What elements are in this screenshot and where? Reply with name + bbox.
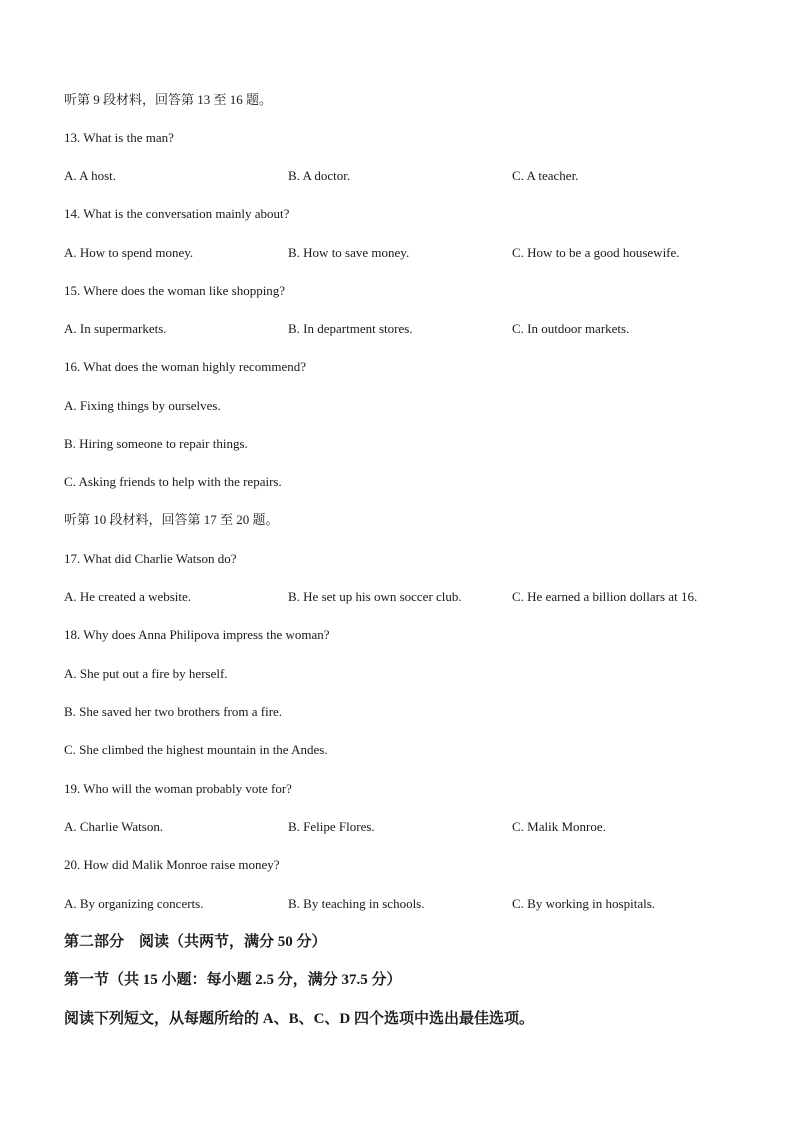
q13-option-c: C. A teacher. — [512, 168, 579, 183]
q19-option-b: B. Felipe Flores. — [288, 819, 375, 834]
q20-option-a: A. By organizing concerts. — [64, 896, 204, 911]
q18-option-b: B. She saved her two brothers from a fire. — [64, 704, 283, 719]
q18-option-a: A. She put out a fire by herself. — [64, 666, 228, 681]
q15-option-b: B. In department stores. — [288, 321, 413, 336]
q17-option-a: A. He created a website. — [64, 589, 192, 604]
q15-option-a: A. In supermarkets. — [64, 321, 167, 336]
q16-option-a: A. Fixing things by ourselves. — [64, 398, 221, 413]
q20-option-c: C. By working in hospitals. — [512, 896, 656, 911]
question-16: 16. What does the woman highly recommend? — [64, 359, 307, 374]
q15-option-c: C. In outdoor markets. — [512, 321, 630, 336]
q17-option-b: B. He set up his own soccer club. — [288, 589, 462, 604]
section10-header: 听第 10 段材料，回答第 17 至 20 题。 — [64, 512, 279, 527]
q16-option-c: C. Asking friends to help with the repairs. — [64, 474, 282, 489]
question-14: 14. What is the conversation mainly about? — [64, 206, 290, 221]
q14-option-a: A. How to spend money. — [64, 245, 194, 260]
section1-title: 第一节（共 15 小题：每小题 2.5 分，满分 37.5 分） — [64, 972, 402, 988]
q14-option-b: B. How to save money. — [288, 245, 410, 260]
question-15: 15. Where does the woman like shopping? — [64, 283, 286, 298]
q13-option-b: B. A doctor. — [288, 168, 351, 183]
section9-header: 听第 9 段材料，回答第 13 至 16 题。 — [64, 92, 273, 107]
q14-option-c: C. How to be a good housewife. — [512, 245, 680, 260]
reading-instructions: 阅读下列短文，从每题所给的 A、B、C、D 四个选项中选出最佳选项。 — [64, 1011, 535, 1027]
q13-option-a: A. A host. — [64, 168, 117, 183]
question-13: 13. What is the man? — [64, 130, 174, 145]
question-18: 18. Why does Anna Philipova impress the woman? — [64, 627, 330, 642]
question-19: 19. Who will the woman probably vote for? — [64, 781, 292, 796]
q16-option-b: B. Hiring someone to repair things. — [64, 436, 248, 451]
q17-option-c: C. He earned a billion dollars at 16. — [512, 589, 698, 604]
q18-option-c: C. She climbed the highest mountain in the Andes. — [64, 742, 328, 757]
question-20: 20. How did Malik Monroe raise money? — [64, 857, 280, 872]
q19-option-a: A. Charlie Watson. — [64, 819, 164, 834]
question-17: 17. What did Charlie Watson do? — [64, 551, 237, 566]
q20-option-b: B. By teaching in schools. — [288, 896, 425, 911]
q19-option-c: C. Malik Monroe. — [512, 819, 606, 834]
part2-title: 第二部分 阅读（共两节，满分 50 分） — [64, 934, 327, 950]
